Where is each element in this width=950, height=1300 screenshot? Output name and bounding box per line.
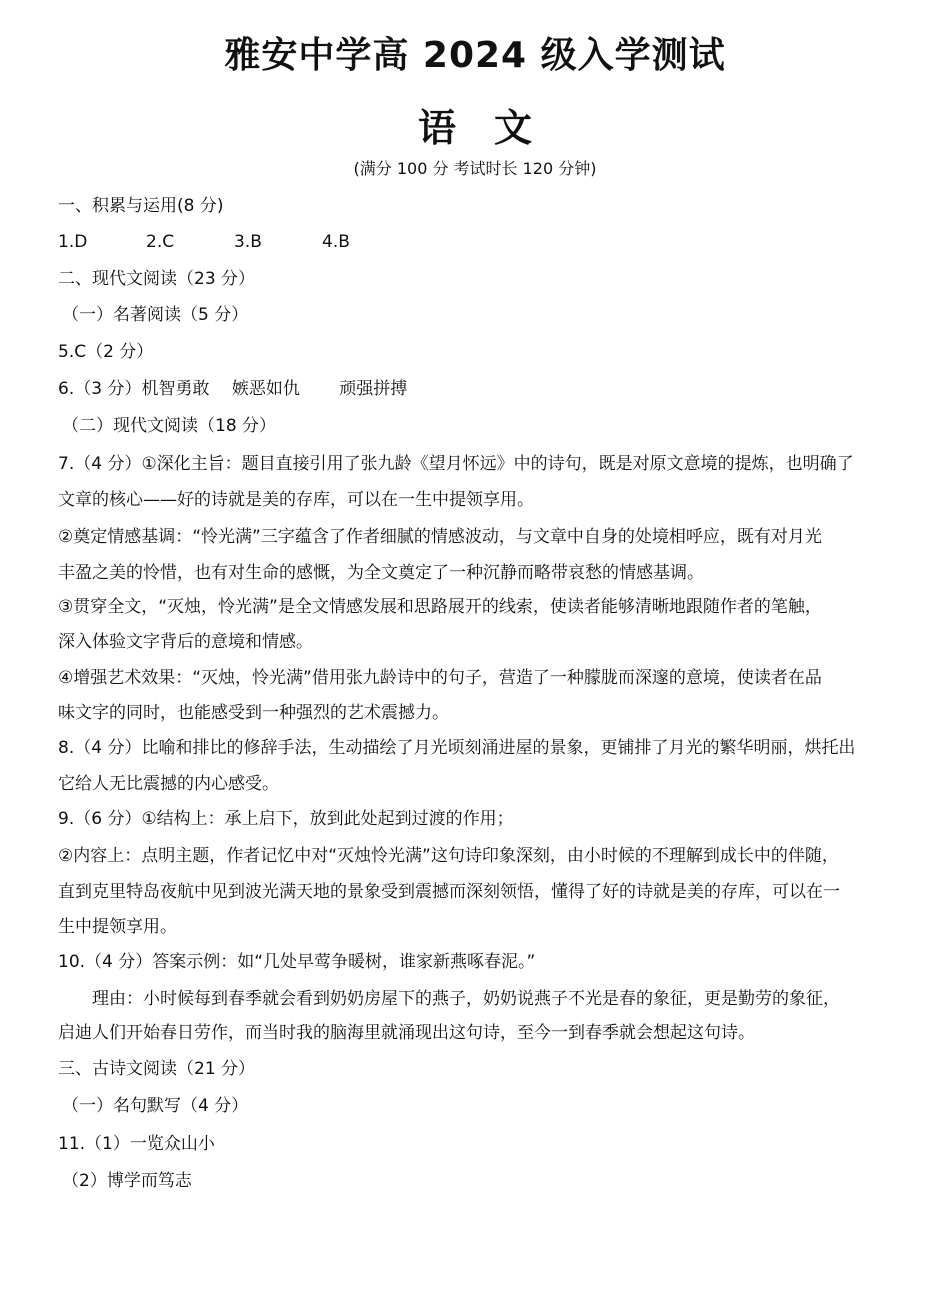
answer-1: 1.D <box>58 232 88 252</box>
subsection-heading-3-1: （一）名句默写（4 分） <box>62 1096 249 1116</box>
section-heading-3: 三、古诗文阅读（21 分） <box>58 1059 256 1079</box>
answer-q10-line: 理由：小时候每到春季就会看到奶奶房屋下的燕子，奶奶说燕子不光是春的象征，更是勤劳的象征， <box>92 989 840 1009</box>
exam-note: (满分 100 分 考试时长 120 分钟) <box>353 159 597 178</box>
answer-q10-line: 10.（4 分）答案示例：如“几处早莺争暖树，谁家新燕啄春泥。” <box>58 952 536 972</box>
answer-q7-line: 7.（4 分）①深化主旨：题目直接引用了张九龄《望月怀远》中的诗句，既是对原文意境的提炼，也明确了 <box>58 454 854 474</box>
answer-q7-line: ②奠定情感基调：“怜光满”三字蕴含了作者细腻的情感波动，与文章中自身的处境相呼应，既有对月光 <box>58 527 822 547</box>
section-heading-1: 一、积累与运用(8 分) <box>58 196 224 216</box>
answer-q8-line: 8.（4 分）比喻和排比的修辞手法，生动描绘了月光顷刻涌进屋的景象，更铺排了月光的繁华明丽，烘托出 <box>58 738 856 758</box>
answer-2: 2.C <box>146 232 175 252</box>
answer-q7-line: ③贯穿全文，“灭烛，怜光满”是全文情感发展和思路展开的线索，使读者能够清晰地跟随作者的笔触， <box>58 597 822 617</box>
subject-title: 语 文 <box>417 106 532 150</box>
answer-3: 3.B <box>234 232 262 252</box>
answer-q6: 6.（3 分）机智勇敢 嫉恶如仇 顽强拼搏 <box>58 379 408 399</box>
subsection-heading-2-2: （二）现代文阅读（18 分） <box>62 416 277 436</box>
answer-4: 4.B <box>322 232 350 252</box>
answer-q9-line: ②内容上：点明主题，作者记忆中对“灭烛怜光满”这句诗印象深刻，由小时候的不理解到成长中的伴随， <box>58 846 839 866</box>
answer-q5: 5.C（2 分） <box>58 342 154 362</box>
answer-q7-line: 丰盈之美的怜惜，也有对生命的感慨，为全文奠定了一种沉静而略带哀愁的情感基调。 <box>58 563 704 583</box>
answer-q8-line: 它给人无比震撼的内心感受。 <box>58 774 279 794</box>
answer-q9-line: 直到克里特岛夜航中见到波光满天地的景象受到震撼而深刻领悟，懂得了好的诗就是美的存库，可以在一 <box>58 882 840 902</box>
answer-q7-line: 深入体验文字背后的意境和情感。 <box>58 632 313 652</box>
answer-q11-1: 11.（1）一览众山小 <box>58 1134 215 1154</box>
answer-q7-line: 味文字的同时，也能感受到一种强烈的艺术震撼力。 <box>58 703 449 723</box>
answer-q11-2: （2）博学而笃志 <box>62 1171 192 1191</box>
mc-answers-row <box>58 230 410 254</box>
subsection-heading-2-1: （一）名著阅读（5 分） <box>62 305 249 325</box>
answer-q7-line: ④增强艺术效果：“灭烛，怜光满”借用张九龄诗中的句子，营造了一种朦胧而深邃的意境，使读者在品 <box>58 668 822 688</box>
answer-q9-line: 9.（6 分）①结构上：承上启下，放到此处起到过渡的作用； <box>58 809 514 829</box>
answer-q9-line: 生中提领享用。 <box>58 917 177 937</box>
page-title: 雅安中学高 2024 级入学测试 <box>224 35 726 76</box>
answer-q7-line: 文章的核心——好的诗就是美的存库，可以在一生中提领享用。 <box>58 490 534 510</box>
section-heading-2: 二、现代文阅读（23 分） <box>58 269 256 289</box>
answer-q10-line: 启迪人们开始春日劳作，而当时我的脑海里就涌现出这句诗，至今一到春季就会想起这句诗。 <box>58 1023 755 1043</box>
